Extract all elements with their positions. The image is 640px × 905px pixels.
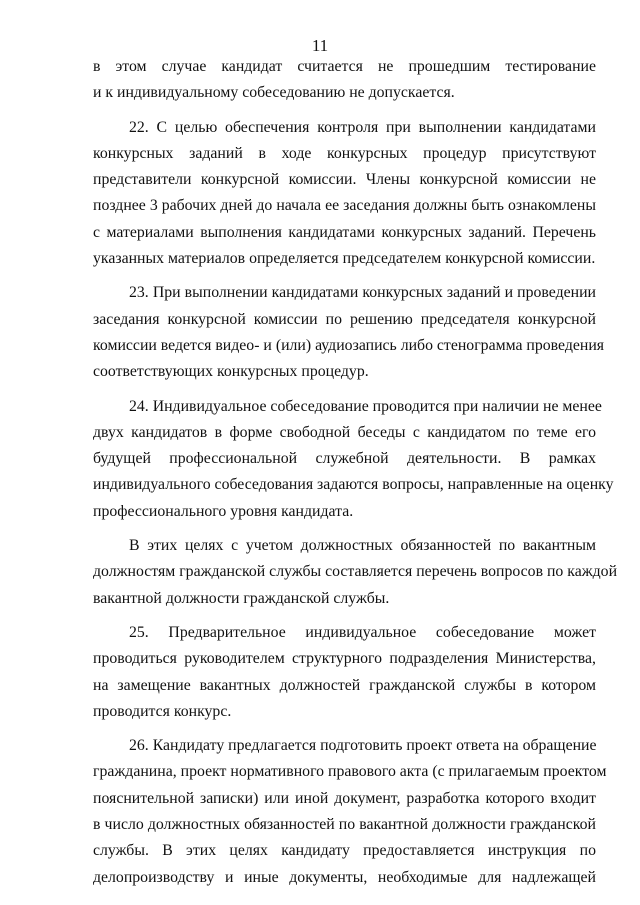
text-line: в число должностных обязанностей по вакантной должности гражданской xyxy=(93,816,596,834)
paragraph xyxy=(93,733,607,891)
page-number: 11 xyxy=(311,36,329,55)
text-line: комиссии ведется видео- и (или) аудиозапись либо стенограмма проведения xyxy=(93,336,605,354)
text-line: делопроизводству и иные документы, необходимые для надлежащей xyxy=(93,868,596,886)
text-line: 22. С целью обеспечения контроля при выполнении кандидатами xyxy=(129,118,596,136)
text-line: гражданина, проект нормативного правового акта (с прилагаемым проектом xyxy=(93,763,607,781)
text-line: проводиться руководителем структурного подразделения Министерства, xyxy=(93,650,596,668)
text-line: 26. Кандидату предлагается подготовить проект ответа на обращение xyxy=(129,737,597,755)
text-line: заседания конкурсной комиссии по решению председателя конкурсной xyxy=(93,310,596,328)
text-line: пояснительной записки) или иной документ, разработка которого входит xyxy=(93,789,596,807)
text-line: представители конкурсной комиссии. Члены конкурсной комиссии не xyxy=(93,171,596,189)
text-line: и к индивидуальному собеседованию не допускается. xyxy=(93,84,455,102)
text-line: с материалами выполнения кандидатами конкурсных заданий. Перечень xyxy=(93,223,596,241)
text-line: на замещение вакантных должностей гражданской службы в котором xyxy=(93,676,596,694)
text-line: профессионального уровня кандидата. xyxy=(93,502,354,520)
text-line: проводится конкурс. xyxy=(93,702,232,720)
paragraph-gap xyxy=(93,107,596,115)
text-line: службы. В этих целях кандидату предоставляется инструкция по xyxy=(93,842,596,860)
paragraph-gap xyxy=(93,272,596,280)
text-line: 23. При выполнении кандидатами конкурсных заданий и проведении xyxy=(129,284,596,302)
text-line: должностям гражданской службы составляется перечень вопросов по каждой xyxy=(93,563,618,581)
text-line: 24. Индивидуальное собеседование проводится при наличии не менее xyxy=(129,397,602,415)
paragraph xyxy=(93,54,596,107)
text-line: 25. Предварительное индивидуальное собеседование может xyxy=(129,623,596,641)
paragraph xyxy=(93,280,605,385)
text-line: конкурсных заданий в ходе конкурсных процедур присутствуют xyxy=(93,144,596,162)
text-line: соответствующих конкурсных процедур. xyxy=(93,363,369,381)
paragraph xyxy=(93,533,618,612)
paragraph xyxy=(93,620,596,725)
paragraph-gap xyxy=(93,386,596,394)
paragraph-gap xyxy=(93,525,596,533)
text-line: позднее 3 рабочих дней до начала ее заседания должны быть ознакомлены xyxy=(93,197,596,215)
text-line: указанных материалов определяется председателем конкурсной комиссии. xyxy=(93,250,596,268)
text-line: вакантной должности гражданской службы. xyxy=(93,589,390,607)
text-line: индивидуального собеседования задаются вопросы, направленные на оценку xyxy=(93,476,614,494)
paragraph-gap xyxy=(93,612,596,620)
paragraph xyxy=(93,115,596,273)
paragraph xyxy=(93,394,614,525)
text-line: будущей профессиональной служебной деятельности. В рамках xyxy=(93,450,596,468)
paragraph-gap xyxy=(93,725,596,733)
text-line: двух кандидатов в форме свободной беседы с кандидатом по теме его xyxy=(93,423,596,441)
text-line: В этих целях с учетом должностных обязанностей по вакантным xyxy=(129,537,596,555)
text-line: в этом случае кандидат считается не прошедшим тестирование xyxy=(93,58,596,75)
document-body xyxy=(93,54,618,891)
